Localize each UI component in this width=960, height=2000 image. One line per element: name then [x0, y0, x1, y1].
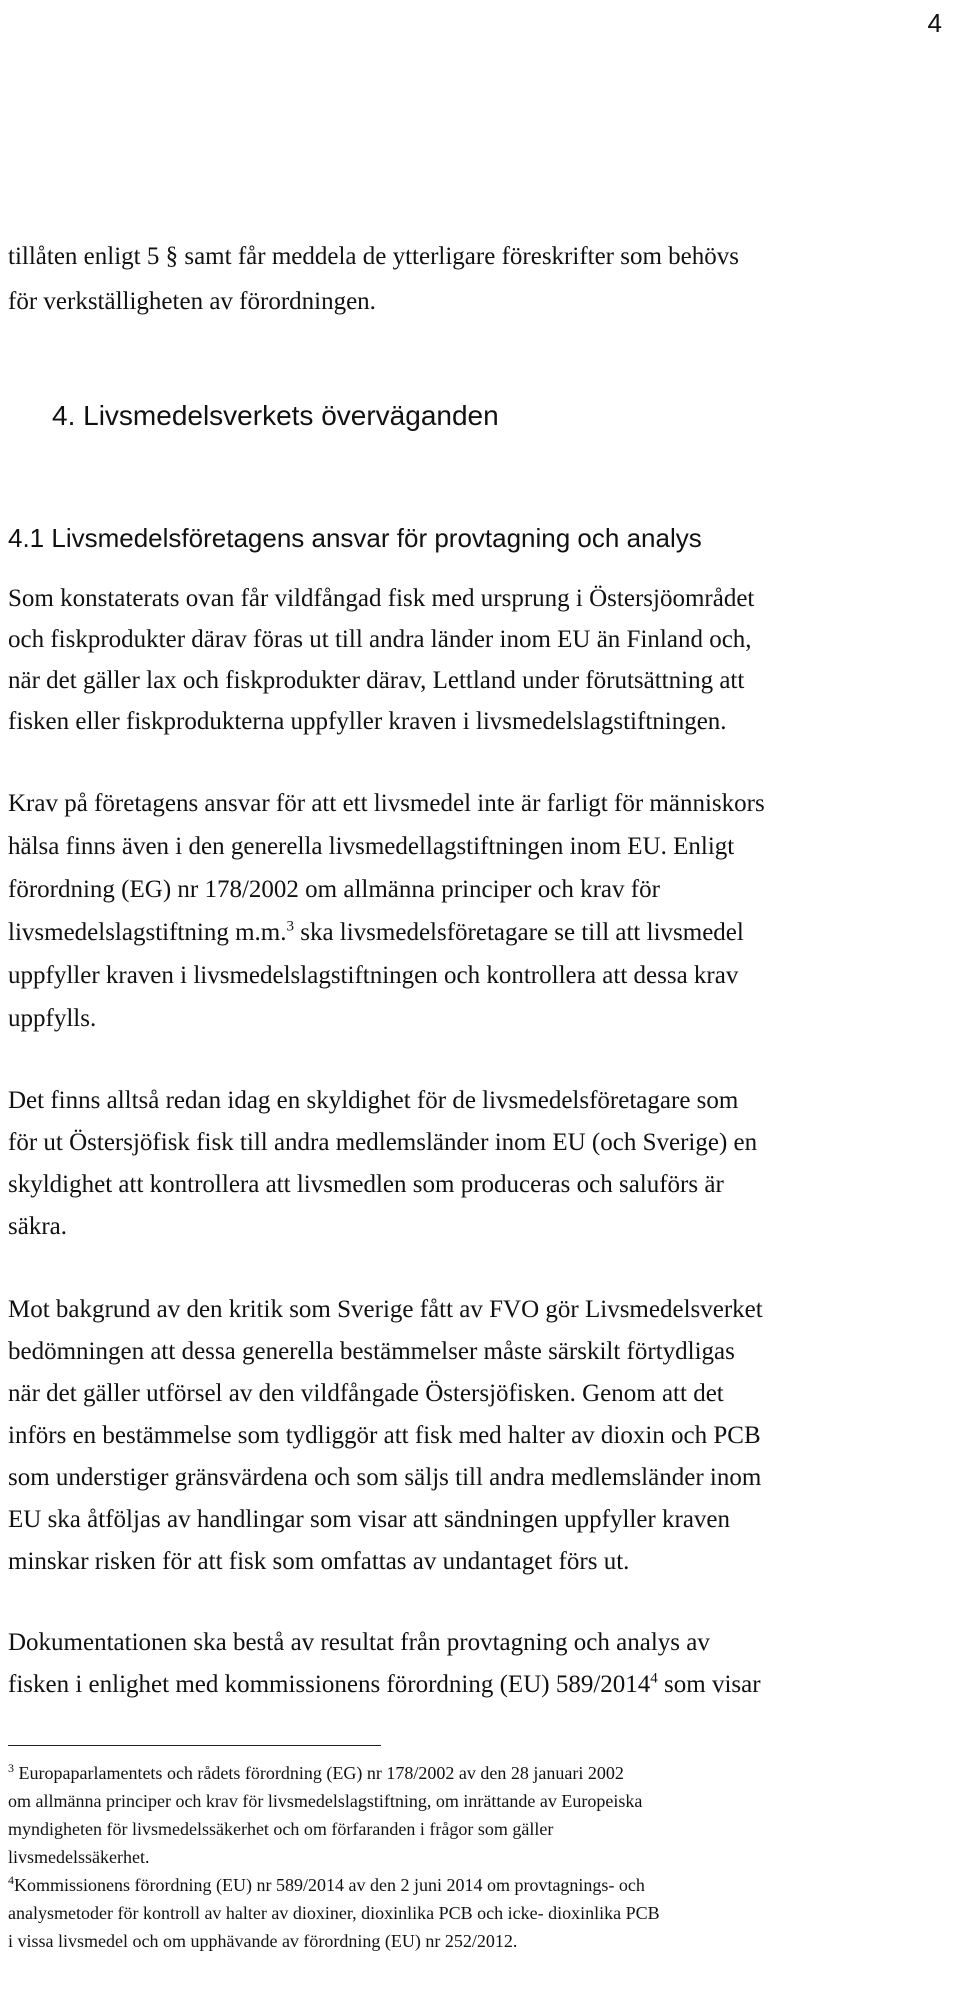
footnote-marker-4: 4: [8, 1873, 14, 1887]
para2-text: livsmedelslagstiftning m.m.: [8, 919, 287, 946]
para5-text: fisken i enlighet med kommissionens förordning (EU) 589/2014: [8, 1671, 651, 1698]
para5-text: som visar: [657, 1671, 761, 1698]
para4-line: Mot bakgrund av den kritik som Sverige fått av FVO gör Livsmedelsverket: [8, 1296, 763, 1323]
para3-line: säkra.: [8, 1213, 67, 1240]
section-heading: 4. Livsmedelsverkets överväganden: [52, 400, 499, 431]
para2-line: Krav på företagens ansvar för att ett livsmedel inte är farligt för människors: [8, 790, 765, 817]
intro-line-1: tillåten enligt 5 § samt får meddela de ytterligare föreskrifter som behövs: [8, 243, 740, 270]
footnote-3-line: myndigheten för livsmedelssäkerhet och om förfaranden i frågor som gäller: [8, 1819, 554, 1839]
para2-line: hälsa finns även i den generella livsmedellagstiftningen inom EU. Enligt: [8, 833, 735, 860]
para2-line: förordning (EG) nr 178/2002 om allmänna principer och krav för: [8, 876, 660, 903]
para4-line: när det gäller utförsel av den vildfångade Östersjöfisken. Genom att det: [8, 1380, 724, 1407]
para3-line: skyldighet att kontrollera att livsmedlen som produceras och saluförs är: [8, 1171, 724, 1198]
footnote-marker-3: 3: [8, 1761, 14, 1775]
footnote-4: [8, 1874, 948, 1896]
page-number: 4: [927, 8, 942, 38]
para2-line: uppfyller kraven i livsmedelslagstiftningen och kontrollera att dessa krav: [8, 962, 739, 989]
footnote-4-line: analysmetoder för kontroll av halter av dioxiner, dioxinlika PCB och icke- dioxinlika PCB: [8, 1903, 660, 1923]
footnote-3-line: om allmänna principer och krav för livsmedelslagstiftning, om inrättande av Europeiska: [8, 1791, 643, 1811]
para3-line: för ut Östersjöfisk fisk till andra medlemsländer inom EU (och Sverige) en: [8, 1129, 758, 1156]
para2-line-with-footnote: [8, 912, 744, 953]
para4-line: införs en bestämmelse som tydliggör att fisk med halter av dioxin och PCB: [8, 1422, 761, 1449]
para4-line: minskar risken för att fisk som omfattas av undantaget förs ut.: [8, 1548, 630, 1575]
para1-line: när det gäller lax och fiskprodukter därav, Lettland under förutsättning att: [8, 667, 745, 694]
para1-line: Som konstaterats ovan får vildfångad fisk med ursprung i Östersjöområdet: [8, 585, 755, 612]
para4-line: som understiger gränsvärdena och som säljs till andra medlemsländer inom: [8, 1464, 762, 1491]
footnote-text: Kommissionens förordning (EU) nr 589/2014 av den 2 juni 2014 om provtagnings- och: [14, 1875, 645, 1895]
footnote-ref-3[interactable]: 3: [286, 918, 294, 935]
para5-line: Dokumentationen ska bestå av resultat från provtagning och analys av: [8, 1629, 710, 1656]
para4-line: bedömningen att dessa generella bestämmelser måste särskilt förtydligas: [8, 1338, 735, 1365]
para2-text: ska livsmedelsföretagare se till att livsmedel: [293, 919, 744, 946]
para5-line-with-footnote: [8, 1664, 761, 1705]
footnote-4-line: i vissa livsmedel och om upphävande av förordning (EU) nr 252/2012.: [8, 1931, 518, 1951]
para3-line: Det finns alltså redan idag en skyldighet för de livsmedelsföretagare som: [8, 1087, 739, 1114]
intro-line-2: för verkställigheten av förordningen.: [8, 288, 376, 315]
para4-line: EU ska åtföljas av handlingar som visar att sändningen uppfyller kraven: [8, 1506, 731, 1533]
para1-line: och fiskprodukter därav föras ut till andra länder inom EU än Finland och,: [8, 626, 752, 653]
footnote-separator: [8, 1745, 381, 1746]
footnote-text: Europaparlamentets och rådets förordning (EG) nr 178/2002 av den 28 januari 2002: [14, 1763, 624, 1783]
footnote-3: [8, 1762, 948, 1784]
footnote-ref-4[interactable]: 4: [650, 1670, 658, 1687]
para1-line: fisken eller fiskprodukterna uppfyller kraven i livsmedelslagstiftningen.: [8, 708, 727, 735]
footnote-3-line: livsmedelssäkerhet.: [8, 1847, 150, 1867]
subsection-heading: 4.1 Livsmedelsföretagens ansvar för provtagning och analys: [8, 523, 702, 553]
para2-line: uppfylls.: [8, 1005, 97, 1032]
